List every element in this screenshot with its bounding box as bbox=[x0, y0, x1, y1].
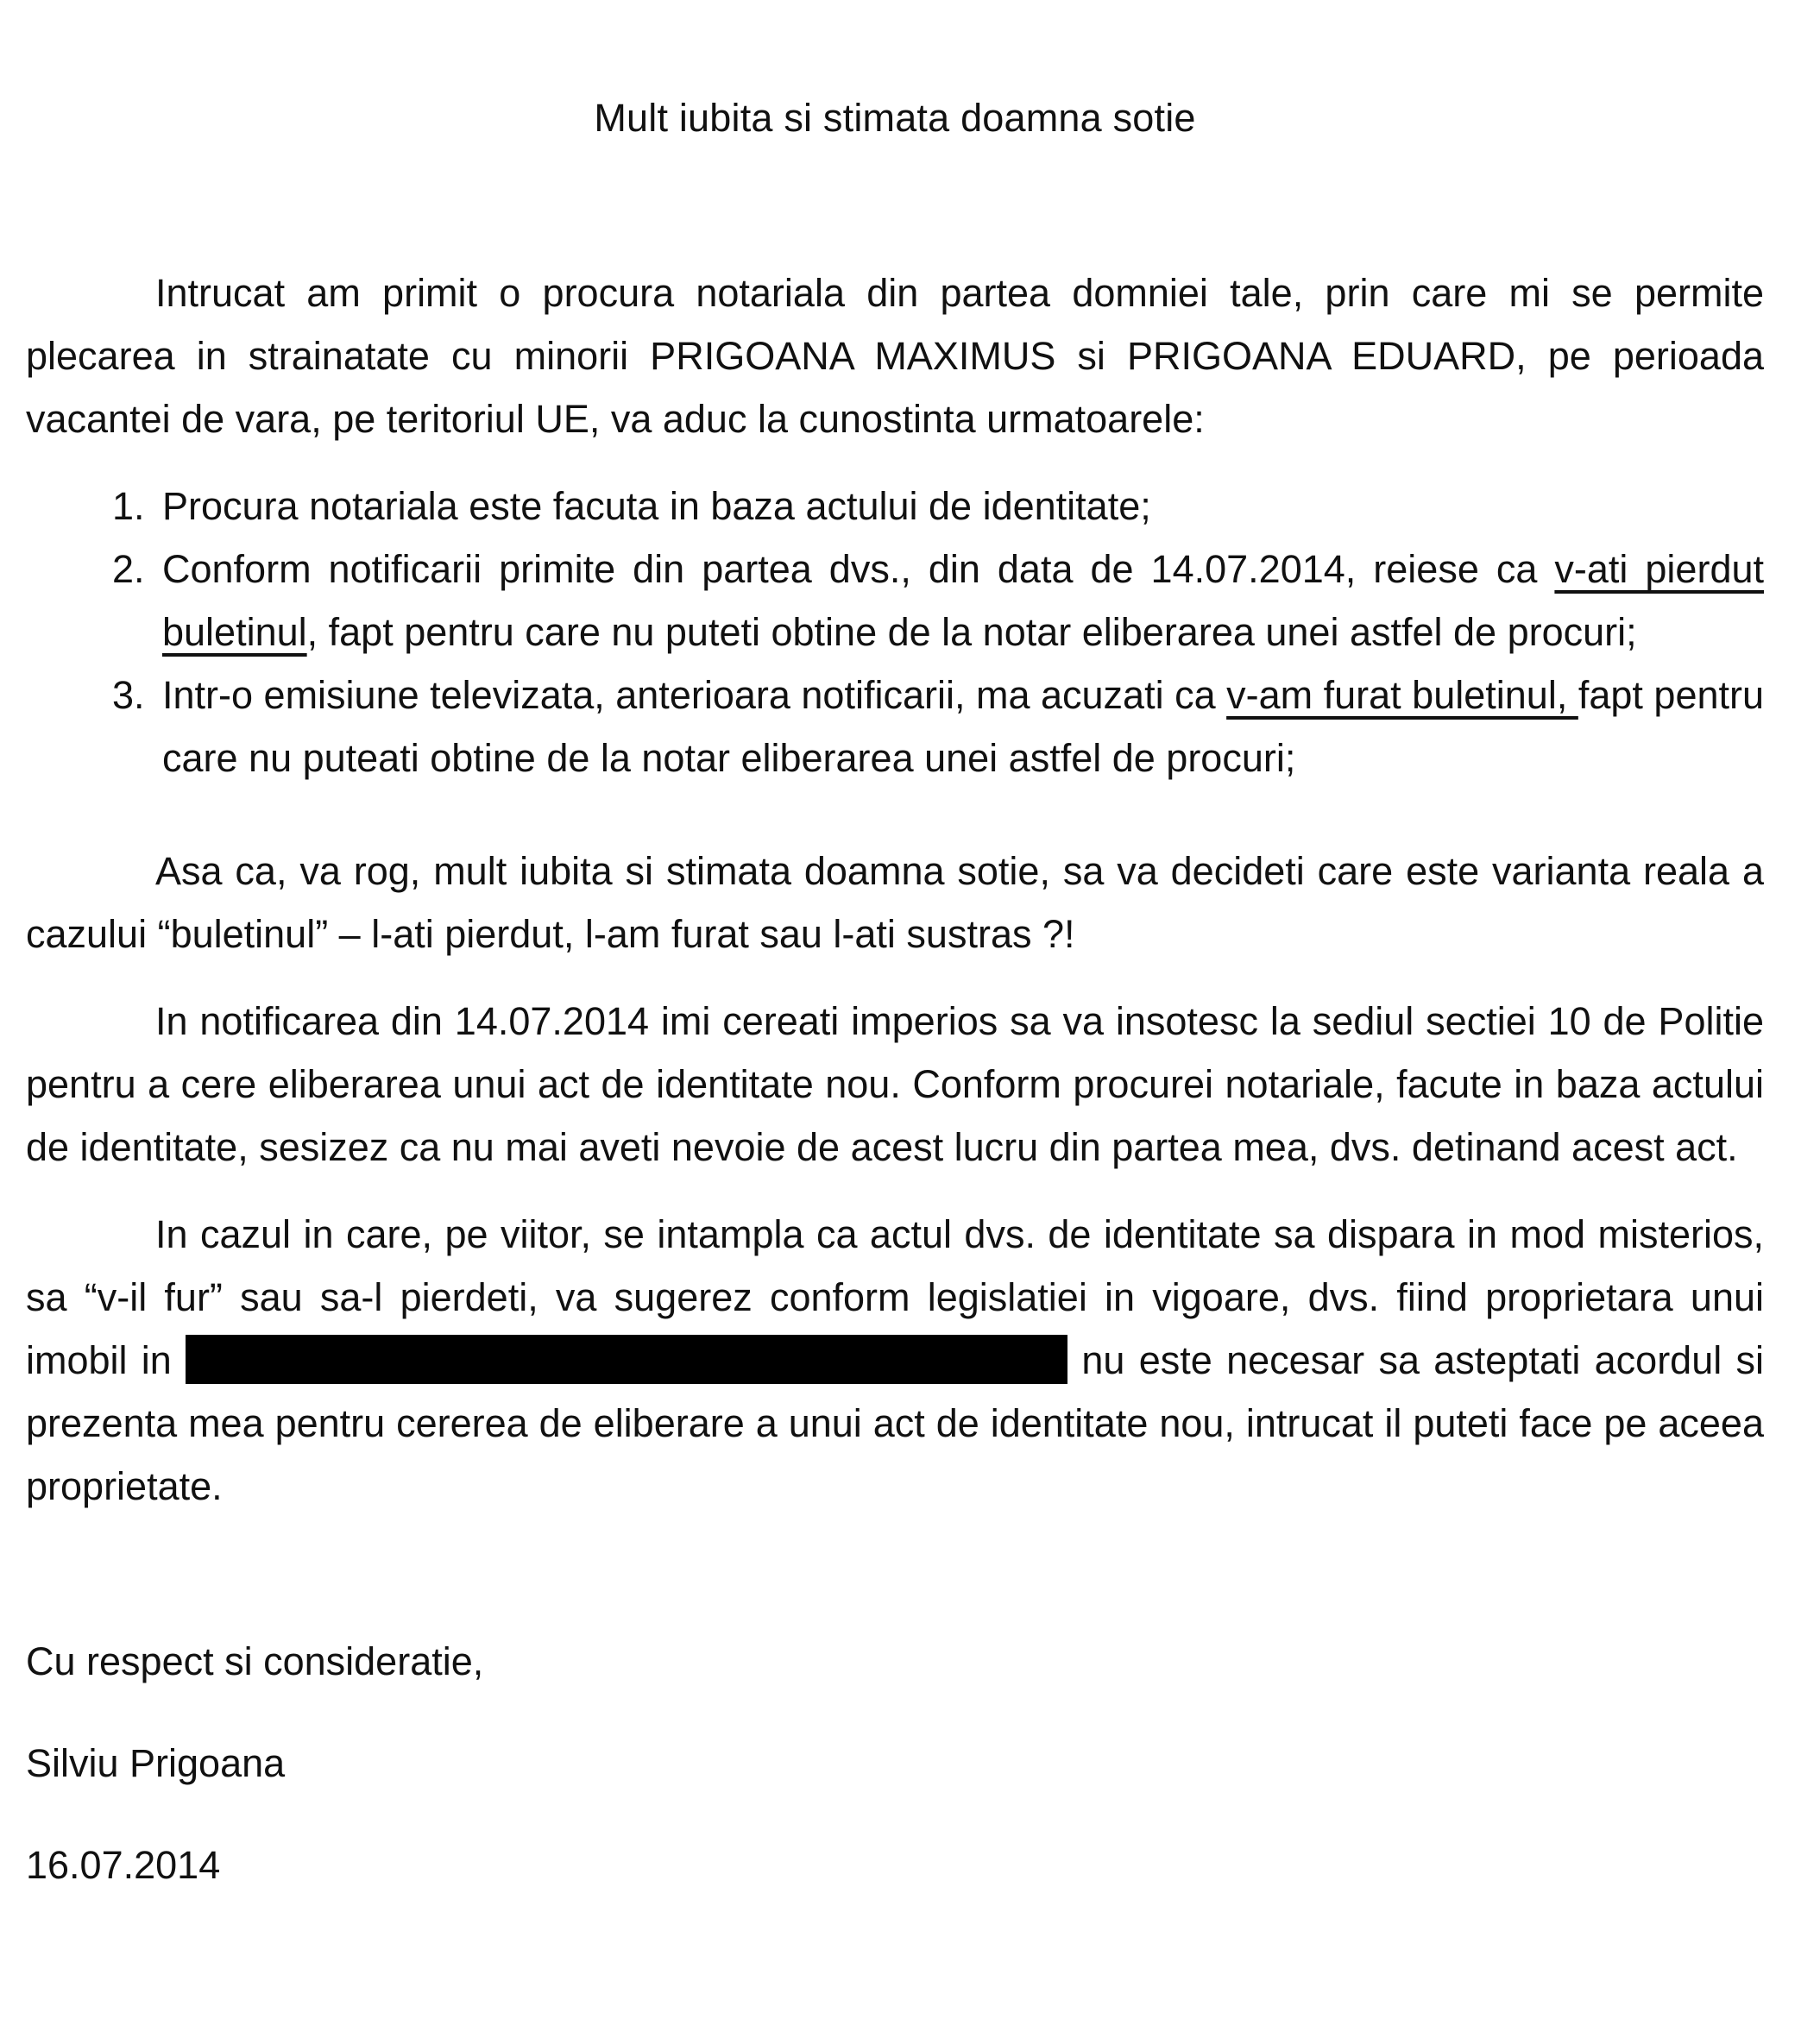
text-run: Conform notificarii primite din partea dvs., din data de 14.07.2014, reiese ca bbox=[162, 547, 1555, 591]
text-run: , fapt pentru care nu puteti obtine de la notar eliberarea unei astfel de procuri; bbox=[306, 610, 1637, 654]
underlined-text: v-ati pierdut buletinul bbox=[162, 547, 1765, 654]
paragraph-notification bbox=[26, 990, 1764, 1179]
paragraph-intro bbox=[26, 261, 1764, 450]
numbered-list bbox=[26, 475, 1764, 789]
text-run: In cazul in care, pe viitor, se intampla ca actul dvs. de identitate sa dispara in mod misterios, sa “v-il fur” sau sa-l pierdeti, va sugerez conform legislatiei in vigoare, dvs. fiind proprietara unui imobil in bbox=[26, 1212, 1764, 1382]
list-item-2 bbox=[155, 538, 1764, 664]
paragraph-future bbox=[26, 1203, 1764, 1518]
list-item-3 bbox=[155, 664, 1764, 789]
letter-date: 16.07.2014 bbox=[26, 1843, 221, 1887]
text-run: In notificarea din 14.07.2014 imi cereati imperios sa va insotesc la sediul sectiei 10 de Politie pentru a cere eliberarea unui act de identitate nou. Conform procurei notariale, facute in baza actului de identitate, sesizez ca nu mai aveti nevoie de acest lucru din partea mea, dvs. detinand acest act. bbox=[26, 999, 1764, 1169]
text-run: Intr-o emisiune televizata, anterioara notificarii, ma acuzati ca bbox=[162, 673, 1227, 717]
list-item-1 bbox=[155, 475, 1764, 538]
underlined-text: v-am furat buletinul, bbox=[1226, 673, 1578, 717]
paragraph-decide bbox=[26, 840, 1764, 965]
closing-salutation: Cu respect si consideratie, bbox=[26, 1639, 484, 1683]
text-run: Procura notariala este facuta in baza actului de identitate; bbox=[162, 484, 1151, 528]
closing-block bbox=[26, 1630, 1764, 1896]
letter-title: Mult iubita si stimata doamna sotie bbox=[594, 96, 1196, 140]
redacted-text bbox=[186, 1335, 1067, 1384]
text-run: Intrucat am primit o procura notariala din partea domniei tale, prin care mi se permite plecarea in strainatate cu minorii PRIGOANA MAXIMUS si PRIGOANA EDUARD, pe perioada vacantei de vara, pe teritoriul UE, va aduc la cunostinta urmatoarele: bbox=[26, 271, 1764, 441]
text-run: nu este necesar sa asteptati acordul si prezenta mea pentru cererea de eliberare a unui act de identitate nou, intrucat il puteti face pe aceea proprietate. bbox=[26, 1338, 1765, 1508]
text-run: Asa ca, va rog, mult iubita si stimata doamna sotie, sa va decideti care este varianta reala a cazului “buletinul” – l-ati pierdut, l-am furat sau l-ati sustras ?! bbox=[26, 849, 1764, 956]
text-run: fapt pentru care nu puteati obtine de la notar eliberarea unei astfel de procuri; bbox=[162, 673, 1765, 780]
signature-name: Silviu Prigoana bbox=[26, 1741, 286, 1785]
